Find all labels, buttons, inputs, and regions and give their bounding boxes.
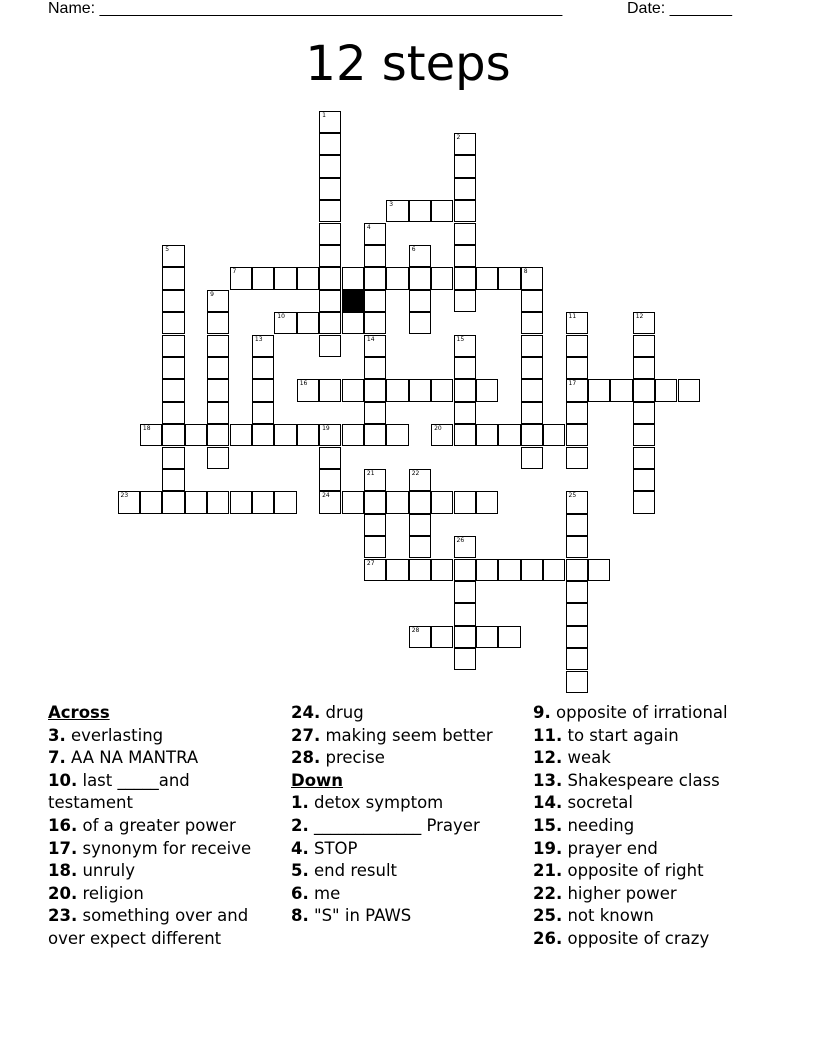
down-clue <box>533 747 783 770</box>
grid-cell[interactable] <box>543 559 565 581</box>
grid-cell[interactable] <box>454 357 476 379</box>
grid-cell[interactable] <box>364 245 386 267</box>
grid-cell[interactable] <box>454 559 476 581</box>
clue-number-label: 17. <box>48 838 78 858</box>
clue-number-label: 20. <box>48 883 78 903</box>
clue-number-label: 1. <box>291 793 309 813</box>
grid-cell[interactable] <box>342 491 364 513</box>
clue-number-label: 9. <box>533 703 551 722</box>
grid-cell[interactable] <box>185 491 207 513</box>
grid-cell[interactable] <box>252 335 274 357</box>
grid-cell[interactable] <box>207 491 229 513</box>
clue-number: 7 <box>232 268 237 276</box>
across-clue <box>48 860 278 883</box>
clue-text: not known <box>562 906 654 926</box>
grid-cell[interactable] <box>319 491 341 513</box>
grid-cell[interactable] <box>521 312 543 334</box>
grid-cell[interactable] <box>386 379 408 401</box>
grid-cell[interactable] <box>297 267 319 289</box>
grid-cell[interactable] <box>566 559 588 581</box>
clue-text: needing <box>562 815 635 835</box>
grid-cell[interactable] <box>297 424 319 446</box>
across-heading: Across <box>48 703 110 722</box>
grid-cell[interactable] <box>454 491 476 513</box>
grid-cell[interactable] <box>162 402 184 424</box>
grid-cell[interactable] <box>566 424 588 446</box>
clue-number: 5 <box>165 245 170 253</box>
grid-cell[interactable] <box>162 469 184 491</box>
grid-cell[interactable] <box>386 200 408 222</box>
grid-cell[interactable] <box>162 491 184 513</box>
grid-cell[interactable] <box>207 402 229 424</box>
grid-cell[interactable] <box>454 379 476 401</box>
clue-text: prayer end <box>562 838 658 858</box>
grid-cell[interactable] <box>566 335 588 357</box>
grid-cell[interactable] <box>230 491 252 513</box>
across-clue <box>291 702 521 725</box>
clue-text: opposite of right <box>562 861 704 881</box>
page-title: 12 steps <box>305 36 511 92</box>
clue-text: detox symptom <box>308 793 444 813</box>
grid-cell[interactable] <box>162 357 184 379</box>
grid-cell[interactable] <box>431 267 453 289</box>
clue-number: 25 <box>568 492 577 500</box>
clue-number: 12 <box>635 313 644 321</box>
grid-cell[interactable] <box>476 626 498 648</box>
clue-number: 17 <box>568 380 577 388</box>
clue-number-label: 7. <box>48 748 66 768</box>
grid-cell[interactable] <box>566 402 588 424</box>
grid-cell[interactable] <box>386 559 408 581</box>
grid-cell[interactable] <box>319 155 341 177</box>
grid-cell[interactable] <box>364 469 386 491</box>
grid-cell[interactable] <box>498 559 520 581</box>
grid-cell[interactable] <box>364 424 386 446</box>
grid-cell[interactable] <box>319 335 341 357</box>
clue-text: drug <box>320 703 364 722</box>
clue-text: Shakespeare class <box>562 770 720 790</box>
grid-cell[interactable] <box>319 223 341 245</box>
grid-cell[interactable] <box>319 200 341 222</box>
grid-cell[interactable] <box>678 379 700 401</box>
across-clue <box>291 747 521 770</box>
grid-cell[interactable] <box>162 447 184 469</box>
clue-number: 1 <box>322 111 326 119</box>
grid-cell[interactable] <box>633 491 655 513</box>
grid-cell[interactable] <box>364 223 386 245</box>
grid-cell[interactable] <box>274 424 296 446</box>
grid-cell[interactable] <box>454 200 476 222</box>
grid-cell[interactable] <box>521 357 543 379</box>
clue-text: making seem better <box>320 725 493 745</box>
grid-cell[interactable] <box>252 424 274 446</box>
clue-text: "S" in PAWS <box>308 906 412 926</box>
grid-cell[interactable] <box>274 312 296 334</box>
clue-text: something over and over expect different <box>48 906 249 948</box>
grid-cell[interactable] <box>454 402 476 424</box>
grid-cell[interactable] <box>521 290 543 312</box>
grid-cell[interactable] <box>409 559 431 581</box>
clue-text: precise <box>320 748 385 768</box>
across-clue <box>48 838 278 861</box>
grid-cell[interactable] <box>364 402 386 424</box>
grid-cell[interactable] <box>162 335 184 357</box>
grid-cell[interactable] <box>162 424 184 446</box>
clue-number-label: 10. <box>48 770 78 790</box>
clue-number: 8 <box>523 268 528 276</box>
clue-column-2 <box>291 702 521 928</box>
clue-text: higher power <box>562 883 677 903</box>
clue-number-label: 28. <box>291 748 321 768</box>
down-heading: Down <box>291 770 344 790</box>
grid-cell[interactable] <box>162 245 184 267</box>
grid-cell[interactable] <box>409 626 431 648</box>
clue-number-label: 14. <box>533 793 563 813</box>
clue-number: 16 <box>299 380 308 388</box>
grid-cell[interactable] <box>409 536 431 558</box>
grid-cell[interactable] <box>588 559 610 581</box>
grid-cell[interactable] <box>476 424 498 446</box>
clue-text: of a greater power <box>77 815 236 835</box>
grid-cell[interactable] <box>207 424 229 446</box>
grid-cell[interactable] <box>162 267 184 289</box>
grid-cell[interactable] <box>342 424 364 446</box>
grid-cell[interactable] <box>566 603 588 625</box>
grid-cell[interactable] <box>297 312 319 334</box>
grid-cell[interactable] <box>521 402 543 424</box>
grid-cell[interactable] <box>364 357 386 379</box>
grid-cell[interactable] <box>566 626 588 648</box>
clue-number: 4 <box>366 223 371 231</box>
down-clue <box>533 905 783 928</box>
grid-cell[interactable] <box>454 335 476 357</box>
grid-cell[interactable] <box>364 514 386 536</box>
down-clue <box>533 815 783 838</box>
grid-cell[interactable] <box>252 357 274 379</box>
grid-cell[interactable] <box>566 379 588 401</box>
clue-number: 28 <box>411 626 420 634</box>
grid-cell[interactable] <box>207 357 229 379</box>
grid-cell[interactable] <box>207 379 229 401</box>
clue-number-label: 12. <box>533 748 563 768</box>
clue-number: 20 <box>434 425 442 433</box>
date-field: Date: _______ <box>627 0 732 17</box>
grid-cell[interactable] <box>274 267 296 289</box>
clue-text: socretal <box>562 793 633 813</box>
clue-number: 11 <box>568 313 577 321</box>
down-clue <box>291 838 521 861</box>
grid-cell[interactable] <box>498 424 520 446</box>
grid-cell[interactable] <box>454 648 476 670</box>
grid-cell[interactable] <box>162 312 184 334</box>
clue-number-label: 27. <box>291 725 321 745</box>
across-clue <box>48 815 278 838</box>
down-clue <box>291 905 521 928</box>
grid-cell[interactable] <box>274 491 296 513</box>
grid-cell[interactable] <box>498 626 520 648</box>
grid-cell[interactable] <box>633 357 655 379</box>
clue-text: last _____and testament <box>48 770 190 813</box>
grid-cell[interactable] <box>633 379 655 401</box>
clue-number: 13 <box>254 335 263 343</box>
grid-cell[interactable] <box>252 402 274 424</box>
down-clue <box>533 792 783 815</box>
grid-cell[interactable] <box>252 379 274 401</box>
down-clue <box>533 725 783 748</box>
clue-number-label: 22. <box>533 883 563 903</box>
grid-cell[interactable] <box>319 447 341 469</box>
grid-cell[interactable] <box>409 200 431 222</box>
grid-cell[interactable] <box>409 267 431 289</box>
clue-number-label: 8. <box>291 906 309 926</box>
clue-number: 2 <box>456 133 461 141</box>
clue-number-label: 5. <box>291 861 309 881</box>
grid-cell[interactable] <box>521 379 543 401</box>
grid-cell[interactable] <box>409 379 431 401</box>
clue-number: 27 <box>366 559 375 567</box>
grid-cell[interactable] <box>409 469 431 491</box>
grid-cell[interactable] <box>588 379 610 401</box>
clue-column-1 <box>48 702 278 951</box>
grid-cell[interactable] <box>633 424 655 446</box>
grid-cell[interactable] <box>386 491 408 513</box>
grid-cell[interactable] <box>386 424 408 446</box>
grid-cell[interactable] <box>162 379 184 401</box>
grid-cell[interactable] <box>431 491 453 513</box>
grid-cell[interactable] <box>633 402 655 424</box>
across-clue <box>48 905 278 950</box>
clue-column-3 <box>533 702 783 951</box>
name-field: Name: ____________________________________________________ <box>48 0 563 17</box>
clue-number: 18 <box>142 425 151 433</box>
clue-text: AA NA MANTRA <box>65 748 199 768</box>
grid-cell[interactable] <box>476 267 498 289</box>
grid-cell[interactable] <box>342 312 364 334</box>
grid-cell[interactable] <box>409 312 431 334</box>
down-clue <box>533 928 783 951</box>
clue-text: _____________ Prayer <box>308 815 480 835</box>
grid-cell[interactable] <box>207 447 229 469</box>
grid-cell[interactable] <box>454 178 476 200</box>
down-clue <box>291 883 521 906</box>
across-clue <box>48 747 278 770</box>
grid-cell[interactable] <box>364 559 386 581</box>
grid-cell[interactable] <box>454 424 476 446</box>
clue-text: me <box>308 883 341 903</box>
black-cell <box>342 290 364 312</box>
grid-cell[interactable] <box>566 581 588 603</box>
grid-cell[interactable] <box>655 379 677 401</box>
down-clue <box>533 770 783 793</box>
grid-cell[interactable] <box>566 536 588 558</box>
grid-cell[interactable] <box>454 290 476 312</box>
grid-cell[interactable] <box>342 379 364 401</box>
grid-cell[interactable] <box>319 133 341 155</box>
across-clue <box>48 770 278 815</box>
clue-number-label: 13. <box>533 770 563 790</box>
grid-cell[interactable] <box>454 626 476 648</box>
grid-cell[interactable] <box>409 290 431 312</box>
clue-number-label: 26. <box>533 928 563 948</box>
grid-cell[interactable] <box>319 267 341 289</box>
grid-cell[interactable] <box>566 671 588 693</box>
grid-cell[interactable] <box>230 267 252 289</box>
grid-cell[interactable] <box>319 290 341 312</box>
grid-cell[interactable] <box>319 424 341 446</box>
grid-cell[interactable] <box>566 447 588 469</box>
grid-cell[interactable] <box>633 447 655 469</box>
grid-cell[interactable] <box>498 267 520 289</box>
clue-text: end result <box>308 861 398 881</box>
grid-cell[interactable] <box>364 536 386 558</box>
grid-cell[interactable] <box>521 267 543 289</box>
down-clue <box>533 883 783 906</box>
clue-number-label: 25. <box>533 906 563 926</box>
clue-number: 9 <box>210 290 214 298</box>
clue-text: opposite of irrational <box>550 703 728 722</box>
grid-cell[interactable] <box>454 223 476 245</box>
clue-number: 22 <box>411 469 420 477</box>
across-clue <box>48 725 278 748</box>
grid-cell[interactable] <box>521 335 543 357</box>
down-clue <box>291 792 521 815</box>
grid-cell[interactable] <box>140 491 162 513</box>
clue-text: weak <box>562 748 611 768</box>
grid-cell[interactable] <box>386 267 408 289</box>
down-clue <box>533 860 783 883</box>
grid-cell[interactable] <box>431 559 453 581</box>
clue-number-label: 24. <box>291 703 321 722</box>
clue-text: to start again <box>562 725 679 745</box>
grid-cell[interactable] <box>364 312 386 334</box>
grid-cell[interactable] <box>319 379 341 401</box>
clue-number-label: 16. <box>48 815 78 835</box>
down-clue <box>533 838 783 861</box>
grid-cell[interactable] <box>431 200 453 222</box>
across-clue <box>291 725 521 748</box>
clue-number: 26 <box>456 537 465 545</box>
clue-text: opposite of crazy <box>562 928 710 948</box>
clue-text: STOP <box>308 838 358 858</box>
grid-cell[interactable] <box>140 424 162 446</box>
grid-cell[interactable] <box>543 424 565 446</box>
clue-number-label: 2. <box>291 815 309 835</box>
clue-text: synonym for receive <box>77 838 252 858</box>
grid-cell[interactable] <box>454 581 476 603</box>
clue-text: unruly <box>77 861 135 881</box>
grid-cell[interactable] <box>319 111 341 133</box>
grid-cell[interactable] <box>409 514 431 536</box>
clue-number-label: 18. <box>48 861 78 881</box>
clue-number: 15 <box>456 335 465 343</box>
grid-cell[interactable] <box>454 536 476 558</box>
grid-cell[interactable] <box>633 469 655 491</box>
clue-number-label: 4. <box>291 838 309 858</box>
grid-cell[interactable] <box>207 335 229 357</box>
grid-cell[interactable] <box>118 491 140 513</box>
grid-cell[interactable] <box>207 290 229 312</box>
clue-text: religion <box>77 883 144 903</box>
grid-cell[interactable] <box>319 469 341 491</box>
grid-cell[interactable] <box>252 267 274 289</box>
down-clue <box>291 815 521 838</box>
grid-cell[interactable] <box>566 312 588 334</box>
grid-cell[interactable] <box>431 379 453 401</box>
grid-cell[interactable] <box>364 290 386 312</box>
clue-number: 19 <box>322 425 330 433</box>
grid-cell[interactable] <box>162 290 184 312</box>
grid-cell[interactable] <box>566 357 588 379</box>
grid-cell[interactable] <box>454 245 476 267</box>
grid-cell[interactable] <box>364 335 386 357</box>
grid-cell[interactable] <box>454 267 476 289</box>
grid-cell[interactable] <box>566 514 588 536</box>
grid-cell[interactable] <box>566 491 588 513</box>
clue-number: 6 <box>411 245 416 253</box>
clue-number: 10 <box>277 313 285 321</box>
grid-cell[interactable] <box>521 424 543 446</box>
clue-number-label: 19. <box>533 838 563 858</box>
clue-number: 14 <box>366 335 375 343</box>
clue-number-label: 15. <box>533 815 563 835</box>
grid-cell[interactable] <box>207 312 229 334</box>
grid-cell[interactable] <box>364 267 386 289</box>
clue-text: everlasting <box>65 725 164 745</box>
grid-cell[interactable] <box>297 379 319 401</box>
grid-cell[interactable] <box>476 491 498 513</box>
grid-cell[interactable] <box>230 424 252 446</box>
down-clue <box>291 860 521 883</box>
grid-cell[interactable] <box>476 559 498 581</box>
clue-number-label: 21. <box>533 861 563 881</box>
clue-number: 21 <box>366 469 375 477</box>
grid-cell[interactable] <box>454 133 476 155</box>
clue-number-label: 11. <box>533 725 563 745</box>
grid-cell[interactable] <box>431 424 453 446</box>
grid-cell[interactable] <box>566 648 588 670</box>
clue-number-label: 23. <box>48 906 78 926</box>
grid-cell[interactable] <box>319 178 341 200</box>
clue-number: 3 <box>389 201 394 209</box>
grid-cell[interactable] <box>610 379 632 401</box>
grid-cell[interactable] <box>431 626 453 648</box>
grid-cell[interactable] <box>476 379 498 401</box>
clue-number: 23 <box>120 492 129 500</box>
grid-cell[interactable] <box>252 491 274 513</box>
down-clue <box>533 702 783 725</box>
grid-cell[interactable] <box>342 267 364 289</box>
grid-cell[interactable] <box>454 155 476 177</box>
grid-cell[interactable] <box>409 491 431 513</box>
grid-cell[interactable] <box>319 245 341 267</box>
grid-cell[interactable] <box>185 424 207 446</box>
clue-number: 24 <box>322 492 330 500</box>
grid-cell[interactable] <box>521 559 543 581</box>
across-clue <box>48 883 278 906</box>
grid-cell[interactable] <box>364 491 386 513</box>
grid-cell[interactable] <box>319 312 341 334</box>
clue-number-label: 3. <box>48 725 66 745</box>
grid-cell[interactable] <box>409 245 431 267</box>
clue-number-label: 6. <box>291 883 309 903</box>
grid-cell[interactable] <box>364 379 386 401</box>
grid-cell[interactable] <box>454 603 476 625</box>
grid-cell[interactable] <box>521 447 543 469</box>
grid-cell[interactable] <box>633 312 655 334</box>
grid-cell[interactable] <box>633 335 655 357</box>
